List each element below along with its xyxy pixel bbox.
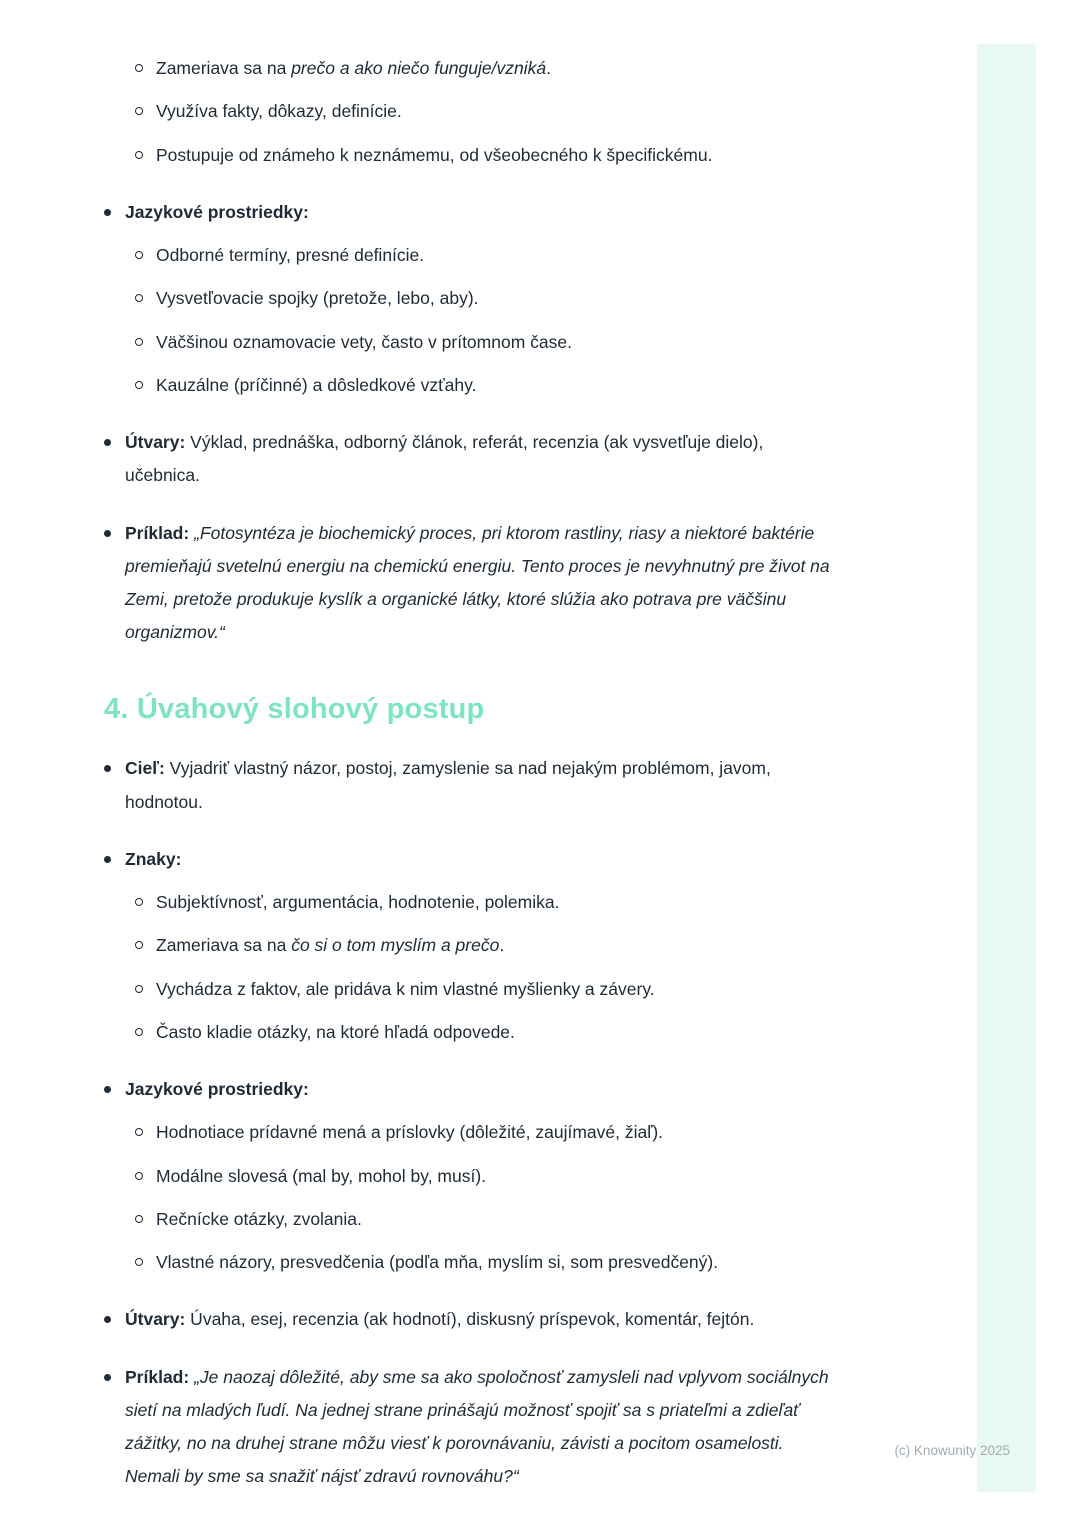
list-item [104, 843, 846, 876]
bullet-icon [104, 1303, 125, 1323]
paragraph-text: Vlastné názory, presvedčenia (podľa mňa, myslím si, som presvedčený). [156, 1252, 719, 1273]
paragraph-text: Využíva fakty, dôkazy, definície. [156, 101, 402, 122]
sub-list-item [135, 1016, 846, 1049]
circle-bullet-icon [135, 369, 156, 389]
paragraph-text: Rečnícke otázky, zvolania. [156, 1208, 362, 1229]
bullet-icon [104, 426, 125, 446]
paragraph-text: Znaky: [125, 848, 182, 869]
bullet-icon [104, 1361, 125, 1381]
circle-bullet-icon [135, 1160, 156, 1180]
paragraph-text: Hodnotiace prídavné mená a príslovky (dôležité, zaujímavé, žiaľ). [156, 1122, 664, 1143]
circle-bullet-icon [135, 973, 156, 993]
bullet-icon [104, 196, 125, 216]
sub-list-item [135, 886, 846, 919]
paragraph-text: Vychádza z faktov, ale pridáva k nim vlastné myšlienky a závery. [156, 978, 655, 999]
circle-bullet-icon [135, 326, 156, 346]
paragraph-text: Útvary: Úvaha, esej, recenzia (ak hodnotí), diskusný príspevok, komentár, fejtón. [125, 1309, 755, 1330]
document-content [104, 52, 846, 1504]
circle-bullet-icon [135, 52, 156, 72]
list-item [104, 1361, 846, 1494]
list-item [104, 1073, 846, 1106]
sub-list-item [135, 282, 846, 315]
paragraph-text: Postupuje od známeho k neznámemu, od všeobecného k špecifickému. [156, 144, 713, 165]
bullet-icon [104, 843, 125, 863]
circle-bullet-icon [135, 1246, 156, 1266]
sub-list-item [135, 139, 846, 172]
paragraph-text: Subjektívnosť, argumentácia, hodnotenie, polemika. [156, 892, 560, 913]
paragraph-text: Jazykové prostriedky: [125, 201, 309, 222]
sub-list-item [135, 239, 846, 272]
sub-list-item [135, 369, 846, 402]
paragraph-text: Modálne slovesá (mal by, mohol by, musí). [156, 1165, 487, 1186]
circle-bullet-icon [135, 886, 156, 906]
list-item [104, 517, 846, 650]
paragraph-text: Útvary: Výklad, prednáška, odborný článok, referát, recenzia (ak vysvetľuje dielo), učebnica. [125, 432, 764, 486]
sub-list-item [135, 973, 846, 1006]
sub-list-item [135, 52, 846, 85]
paragraph-text: Zameriava sa na prečo a ako niečo funguje/vzniká. [156, 58, 551, 78]
paragraph-text: Cieľ: Vyjadriť vlastný názor, postoj, zamyslenie sa nad nejakým problémom, javom, hodnotou. [125, 758, 771, 812]
section-heading: 4. Úvahový slohový postup [104, 692, 485, 725]
copyright-footer: (c) Knowunity 2025 [894, 1443, 1010, 1458]
circle-bullet-icon [135, 929, 156, 949]
circle-bullet-icon [135, 1116, 156, 1136]
paragraph-text: Jazykové prostriedky: [125, 1079, 309, 1100]
bullet-icon [104, 1073, 125, 1093]
sub-list-item [135, 326, 846, 359]
list-item [104, 426, 846, 493]
bullet-icon [104, 752, 125, 772]
list-item [104, 1303, 846, 1336]
list-item [104, 752, 846, 819]
paragraph-text: Často kladie otázky, na ktoré hľadá odpovede. [156, 1021, 515, 1042]
circle-bullet-icon [135, 282, 156, 302]
paragraph-text: Kauzálne (príčinné) a dôsledkové vzťahy. [156, 374, 477, 395]
circle-bullet-icon [135, 1203, 156, 1223]
sub-list-item [135, 1160, 846, 1193]
paragraph-text: Príklad: „Fotosyntéza je biochemický proces, pri ktorom rastliny, riasy a niektoré baktérie premieňajú svetelnú energiu na chemickú energiu. Tento proces je nevyhnutný pre život na Zemi, pretože produkuje kyslík a organické látky, ktoré slúžia ako potrava pre väčšinu organizmov.“ [125, 522, 830, 643]
list-item [104, 196, 846, 229]
sub-list-item [135, 1246, 846, 1279]
sub-list-item [135, 1203, 846, 1236]
paragraph-text: Príklad: „Je naozaj dôležité, aby sme sa ako spoločnosť zamysleli nad vplyvom sociálnych sietí na mladých ľudí. Na jednej strane prinášajú možnosť spojiť sa s priateľmi a zdieľať zážitky, no na druhej strane môžu viesť k porovnávaniu, závisti a pocitom osamelosti. Nemali by sme sa snažiť nájsť zdravú rovnováhu?“ [125, 1366, 829, 1487]
side-accent-stripe [977, 44, 1036, 1492]
sub-list-item [135, 95, 846, 128]
circle-bullet-icon [135, 95, 156, 115]
paragraph-text: Väčšinou oznamovacie vety, často v prítomnom čase. [156, 331, 572, 352]
circle-bullet-icon [135, 139, 156, 159]
paragraph-text: Zameriava sa na čo si o tom myslím a prečo. [156, 935, 505, 956]
circle-bullet-icon [135, 1016, 156, 1036]
sub-list-item [135, 929, 846, 962]
circle-bullet-icon [135, 239, 156, 259]
paragraph-text: Vysvetľovacie spojky (pretože, lebo, aby). [156, 288, 479, 309]
paragraph-text: Odborné termíny, presné definície. [156, 245, 425, 265]
sub-list-item [135, 1116, 846, 1149]
bullet-icon [104, 517, 125, 537]
